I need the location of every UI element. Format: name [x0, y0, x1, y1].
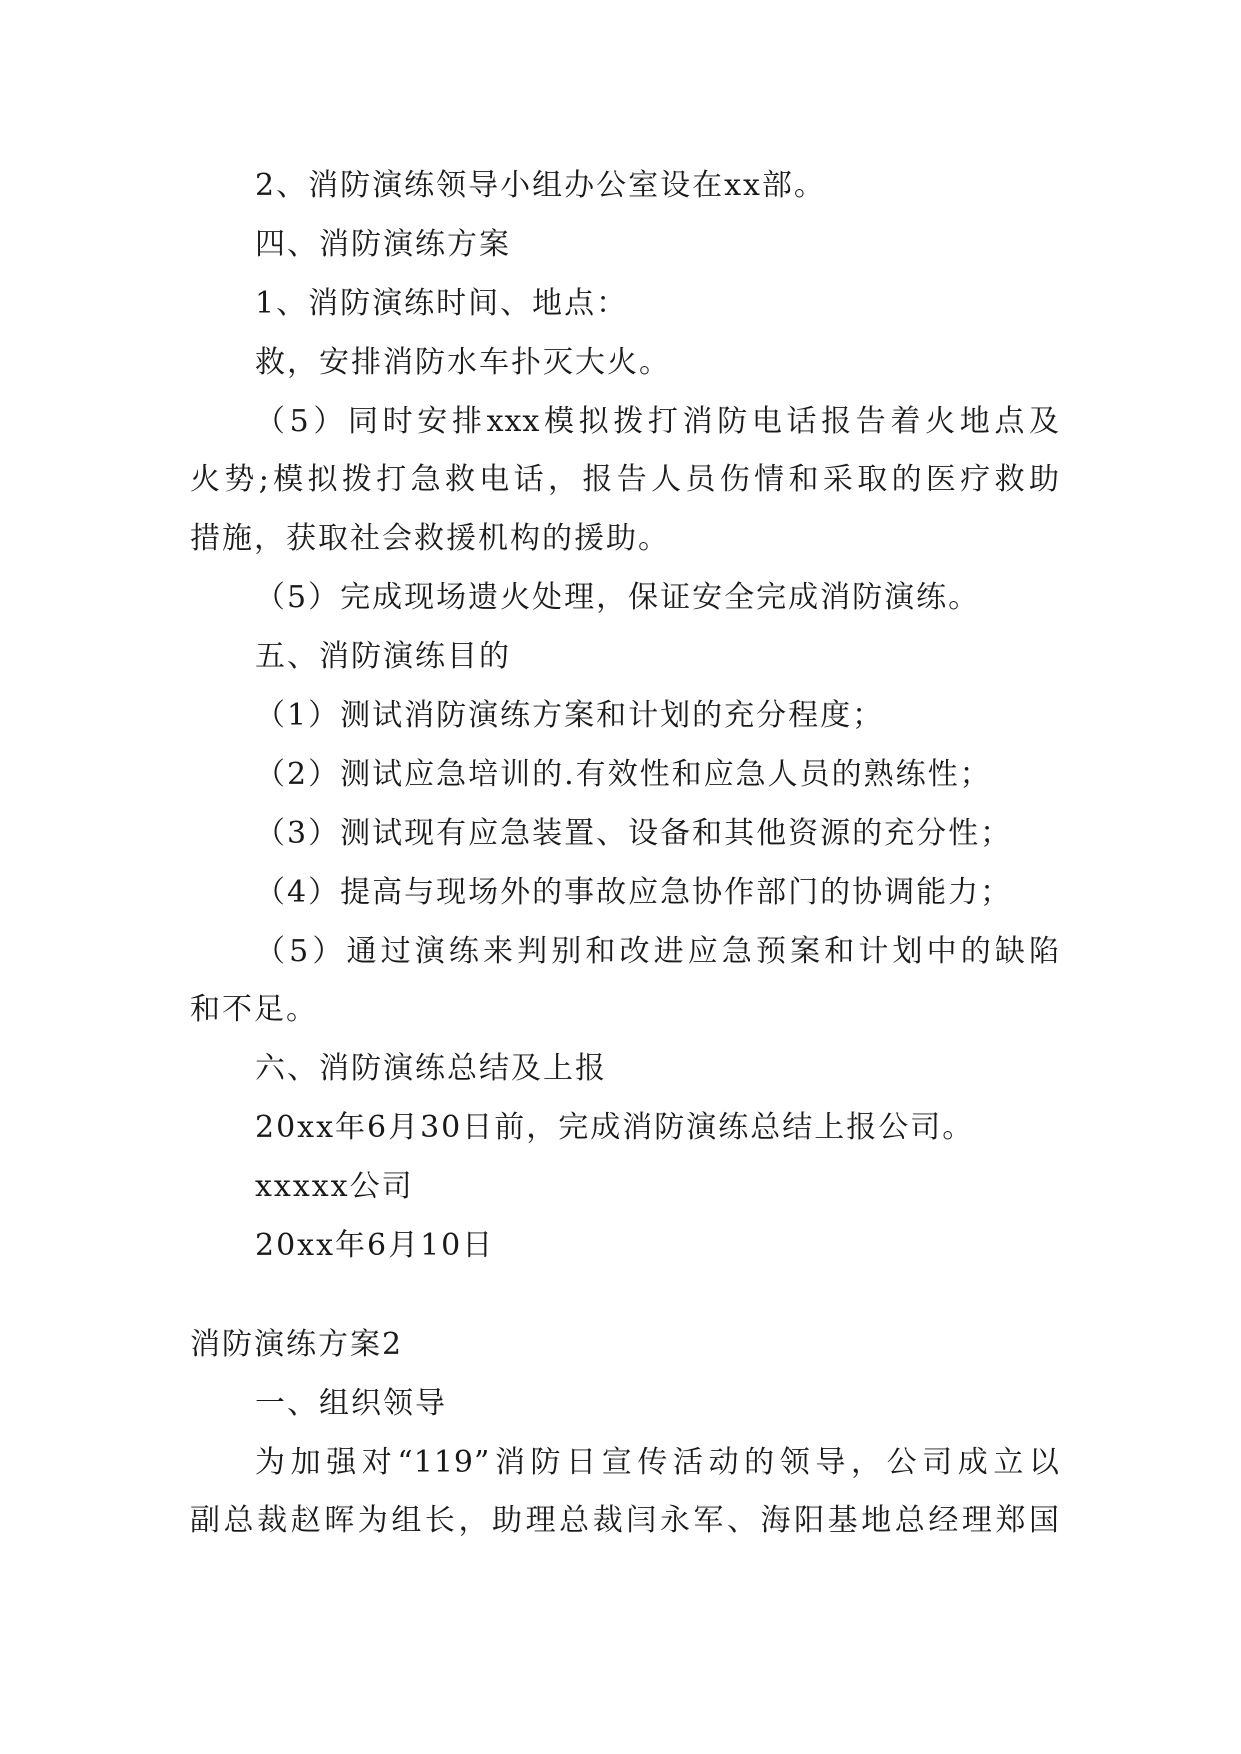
text-line: 为加强对“119”消防日宣传活动的领导，公司成立以 [255, 1445, 1060, 1480]
section-heading: 四、消防演练方案 [255, 227, 511, 262]
text-line: 副总裁赵晖为组长，助理总裁闫永军、海阳基地总经理郑国 [190, 1503, 1060, 1538]
text-line: （4）提高与现场外的事故应急协作部门的协调能力； [255, 875, 1013, 910]
text-line: （2）测试应急培训的.有效性和应急人员的熟练性； [255, 757, 992, 792]
text-line: （5）完成现场遗火处理，保证安全完成消防演练。 [255, 580, 981, 615]
text-line: （1）测试消防演练方案和计划的充分程度； [255, 698, 885, 733]
text-line: 火势;模拟拨打急救电话，报告人员伤情和采取的医疗救助 [190, 462, 1060, 497]
company-name: xxxxx公司 [255, 1169, 414, 1204]
text-line: 和不足。 [190, 992, 318, 1027]
section-heading: 五、消防演练目的 [255, 639, 511, 674]
text-line: 2、消防演练领导小组办公室设在xx部。 [255, 168, 826, 203]
text-line: （5）通过演练来判别和改进应急预案和计划中的缺陷 [255, 934, 1060, 969]
text-line: 救，安排消防水车扑灭大火。 [255, 345, 671, 380]
text-line: （5）同时安排xxx模拟拨打消防电话报告着火地点及 [255, 404, 1060, 439]
date-line: 20xx年6月10日 [255, 1228, 495, 1263]
section-heading: 一、组织领导 [255, 1386, 447, 1421]
text-line: 措施，获取社会救援机构的援助。 [190, 521, 670, 556]
document-title: 消防演练方案2 [190, 1327, 404, 1362]
text-line: （3）测试现有应急装置、设备和其他资源的充分性； [255, 816, 1013, 851]
section-heading: 六、消防演练总结及上报 [255, 1051, 607, 1086]
text-line: 20xx年6月30日前，完成消防演练总结上报公司。 [255, 1110, 975, 1145]
text-line: 1、消防演练时间、地点： [255, 286, 629, 321]
